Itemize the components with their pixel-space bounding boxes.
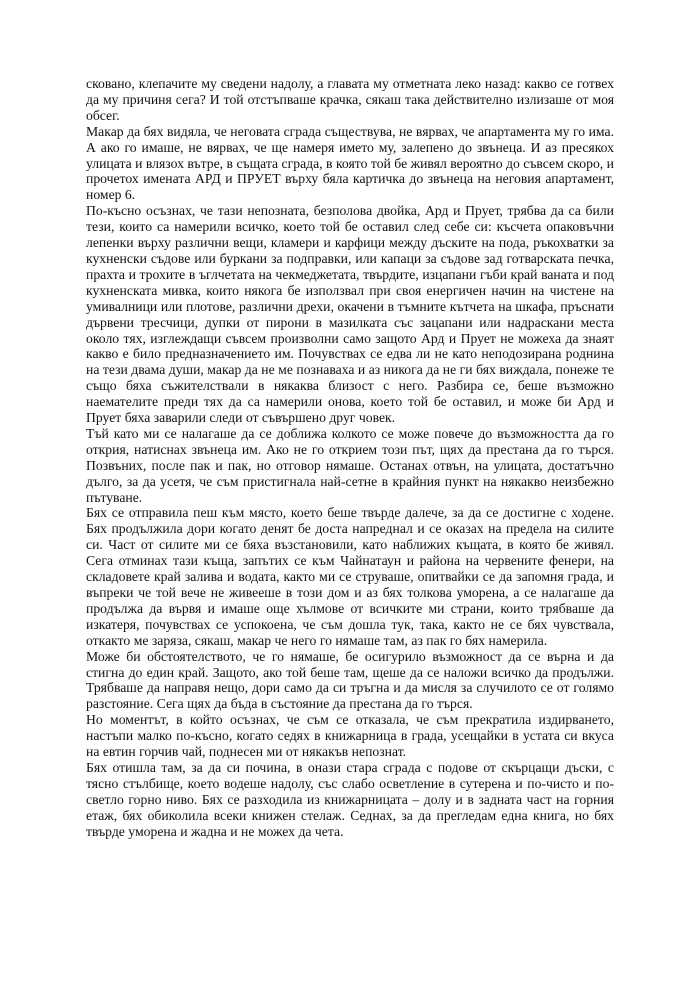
paragraph-3: По-късно осъзнах, че тази непозната, безполова двойка, Ард и Прует, трябва да са били тези, които са намерили всичко, което той бе оставил след себе си: късчета опаковъчни лепенки върху различни вещи, кламери и карфици между дъските на пода, ръкохватки за кухненски съдове или буркани за подправки, или капаци за съдове зад готварската печка, прахта и трохите в ъглчетата на чекмеджетата, твърдите, изцапани гъби край ваната и под кухненската мивка, които някога бе използвал при своя енергичен начин на чистене на умивалници или плотове, различни дрехи, окачени в тъмните кътчета на шкафа, пръснати дървени тресчици, дупки от пирони в мазилката със зацапани или надраскани места около тях, изглеждащи съвсем произволни само защото Ард и Прует не можеха да знаят какво е било предназначението им. Почувствах се едва ли не като неподозирана роднина на тези двама души, макар да не ме познаваха и аз никога да не ги бях виждала, понеже те също бяха съжителствали в някаква близост с него. Разбира се, беше възможно наемателите преди тях да са намерили онова, което той бе оставил, и може би Ард и Прует бяха заварили следи от съвършено друг човек. bbox=[86, 203, 614, 426]
paragraph-1: сковано, клепачите му сведени надолу, а главата му отметната леко назад: какво се готвех да му причиня сега? И той отстъпваше крачка, сякаш така действително излизаше от моя обсег. bbox=[86, 76, 614, 123]
paragraph-6: Може би обстоятелството, че го нямаше, бе осигурило възможност да се върна и да стигна до един край. Защото, ако той беше там, щеше да се наложи всичко да продължи. Трябваше да направя нещо, дори само да си тръгна и да мисля за случилото се от голямо разстояние. Сега щях да бъда в състояние да престана да го търся. bbox=[86, 648, 614, 712]
paragraph-4: Тъй като ми се налагаше да се доближа колкото се може повече до възможността да го открия, натиснах звънеца им. Ако не го открием този път, щях да престана да го търся. Позвъних, после пак и пак, но отговор нямаше. Останах отвън, на улицата, достатъчно дълго, за да усетя, че съм пристигнала най-сетне в крайния пункт на някакво неизбежно пътуване. bbox=[86, 425, 614, 505]
paragraph-2: Макар да бях видяла, че неговата сграда съществува, не вярвах, че апартамента му го има. А ако го имаше, не вярвах, че ще намеря името му, залепено до звънеца. И аз пресякох улицата и влязох вътре, в същата сграда, в която той бе живял вероятно до съвсем скоро, и прочетох имената АРД и ПРУЕТ върху бяла картичка до звънеца на неговия апартамент, номер 6. bbox=[86, 123, 614, 203]
paragraph-8: Бях отишла там, за да си почина, в онази стара сграда с подове от скърцащи дъски, с тясно стълбище, което водеше надолу, със слабо осветление в сутерена и по-чисто и по-светло горно ниво. Бях се разходила из книжарницата – долу и в задната част на горния етаж, бях обиколила всеки книжен стелаж. Седнах, за да прегледам една книга, но бях твърде уморена и жадна и не можех да чета. bbox=[86, 759, 614, 839]
paragraph-5: Бях се отправила пеш към място, което беше твърде далече, за да се достигне с ходене. Бях продължила дори когато денят бе доста напреднал и се оказах на предела на силите си. Част от силите ми се бяха възстановили, като наближих къщата, в която бе живял. Сега отминах тази къща, запътих се към Чайнатаун и района на червените фенери, на складовете край залива и водата, както ми се струваше, опитвайки се да запомня града, и въпреки че той вече не живееше в този дом и аз бях толкова уморена, а се налагаше да продължа да вървя и имаше още хълмове от всичките ми страни, които трябваше да изкатеря, почувствах се успокоена, че съм дошла тук, така, както не се бях чувствала, откакто ме заряза, сякаш, макар че него го нямаше там, аз пак го бях намерила. bbox=[86, 505, 614, 648]
paragraph-7: Но моментът, в който осъзнах, че съм се отказала, че съм прекратила издирването, настъпи малко по-късно, когато седях в книжарница в града, усещайки в устата си вкуса на евтин горчив чай, поднесен ми от някакъв непознат. bbox=[86, 712, 614, 760]
document-page bbox=[86, 76, 614, 840]
